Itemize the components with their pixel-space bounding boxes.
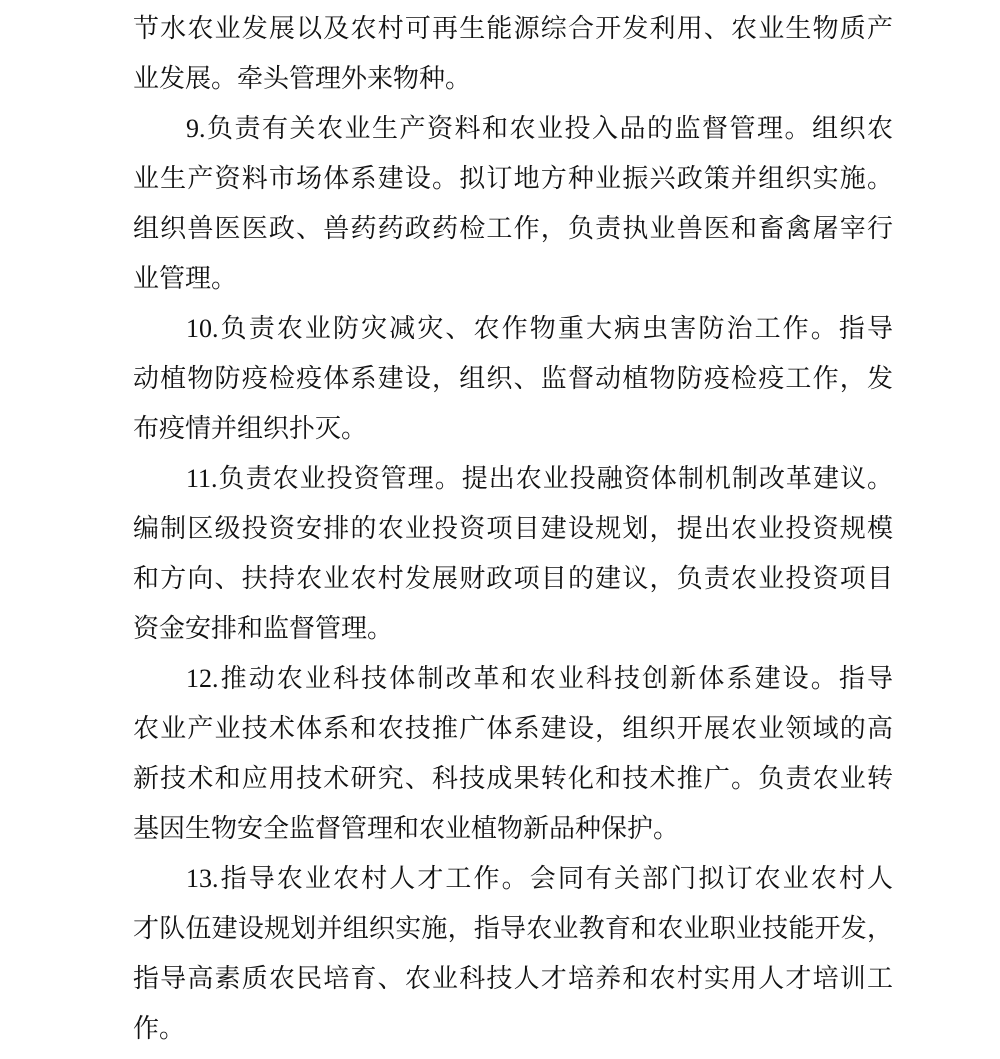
paragraph [133,4,893,104]
doc-line: 农业产业技术体系和农技推广体系建设，组织开展农业领域的高 [133,714,893,743]
doc-line: 9.负责有关农业生产资料和农业投入品的监督管理。组织农 [186,114,893,143]
doc-line: 才队伍建设规划并组织实施，指导农业教育和农业职业技能开发， [133,914,893,943]
paragraph-item-9 [133,104,893,304]
paragraph-item-11 [133,454,893,654]
doc-line: 业管理。 [133,264,238,293]
doc-line: 动植物防疫检疫体系建设，组织、监督动植物防疫检疫工作，发 [133,364,893,393]
doc-line: 业发展。牵头管理外来物种。 [133,64,472,93]
doc-line: 布疫情并组织扑灭。 [133,414,368,443]
doc-line: 11.负责农业投资管理。提出农业投融资体制机制改革建议。 [186,464,893,493]
doc-line: 10.负责农业防灾减灾、农作物重大病虫害防治工作。指导 [186,314,893,343]
doc-line: 节水农业发展以及农村可再生能源综合开发利用、农业生物质产 [133,14,893,43]
document-text-block [133,4,893,1054]
doc-line: 12.推动农业科技体制改革和农业科技创新体系建设。指导 [186,664,893,693]
doc-line: 新技术和应用技术研究、科技成果转化和技术推广。负责农业转 [133,764,893,793]
doc-line: 业生产资料市场体系建设。拟订地方种业振兴政策并组织实施。 [133,164,893,193]
doc-line: 指导高素质农民培育、农业科技人才培养和农村实用人才培训工 [133,964,893,993]
doc-line: 资金安排和监督管理。 [133,614,394,643]
doc-line: 组织兽医医政、兽药药政药检工作，负责执业兽医和畜禽屠宰行 [133,214,893,243]
doc-line: 13.指导农业农村人才工作。会同有关部门拟订农业农村人 [186,864,893,893]
doc-line: 编制区级投资安排的农业投资项目建设规划，提出农业投资规模 [133,514,893,543]
doc-line: 作。 [133,1014,186,1043]
paragraph-item-12 [133,654,893,854]
doc-line: 基因生物安全监督管理和农业植物新品种保护。 [133,814,680,843]
doc-line: 和方向、扶持农业农村发展财政项目的建议，负责农业投资项目 [133,564,893,593]
paragraph-item-10 [133,304,893,454]
paragraph-item-13 [133,854,893,1054]
